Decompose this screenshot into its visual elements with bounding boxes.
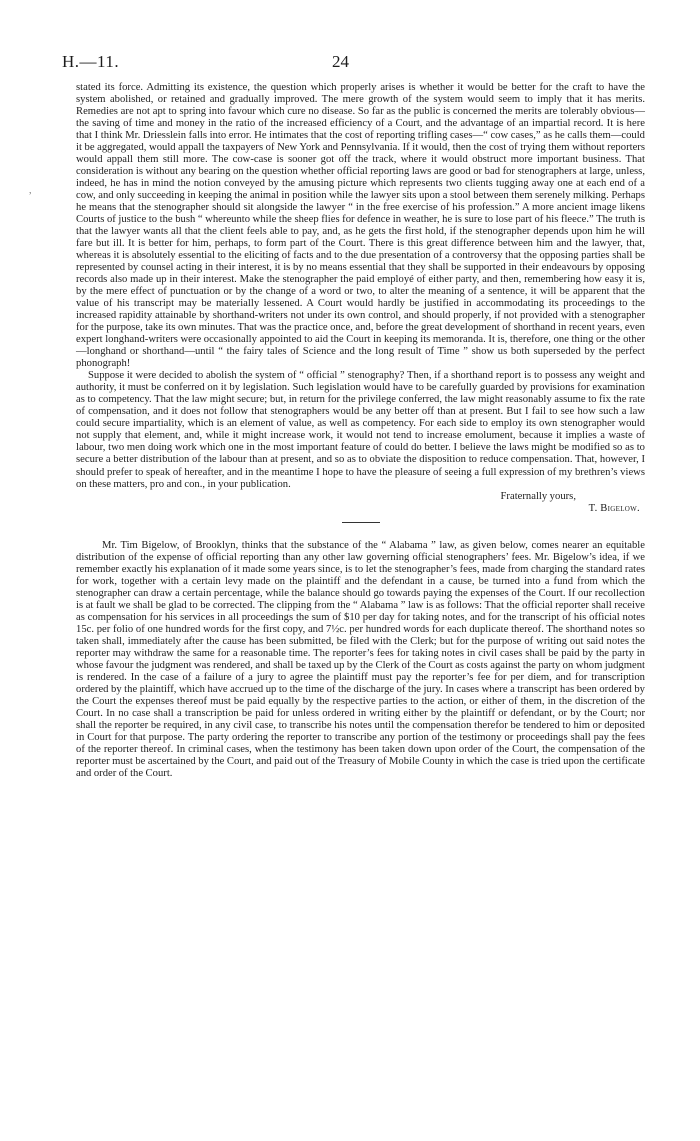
page-header [62, 52, 652, 76]
paragraph-alabama-law: Mr. Tim Bigelow, of Brooklyn, thinks that the substance of the “ Alabama ” law, as given below, comes nearer an equitable distribution of the expense of official reporting than any other law governing official stenographers’ fees. Mr. Bigelow’s idea, if we remember exactly his explanation of it made some years since, is to let the stenographer’s fees, made from charging the standard rates for work, together with a certain levy made on the plaintiff and the defendant in a cause, be turned into a fund from which the stenographer can draw a certain percentage, while the balance should go towards paying the expenses of the Court. If our recollection is at fault we shall be glad to be corrected. The clipping from the “ Alabama ” law is as follows: That the official reporter shall receive as compensation for his services in all proceedings the sum of $10 per day for taking notes, and for the transcript of his official notes 15c. per folio of one hundred words for the first copy, and 7½c. per hundred words for each duplicate thereof. The shorthand notes so taken shall, immediately after the cause has been submitted, be filed with the Clerk; but for the purpose of writing out said notes the reporter may withdraw the same for a reasonable time. The reporter’s fees for taking notes in civil cases shall be paid by the party in whose favour the judgment was rendered, and shall be taxed up by the Clerk of the Court as costs against the party on whom judgment is rendered. In the case of a failure of a jury to agree the plaintiff must pay the reporter’s fee for per diem, and for transcription ordered by the plaintiff, which have accrued up to the time of the discharge of the jury. In cases where a transcript has been ordered by the Court the expenses thereof must be paid equally by the respective parties to the action, or either of them, in the discretion of the Court. In no case shall a transcription be paid for unless ordered in writing either by the plaintiff or defendant, or by the Court; nor shall the reporter be required, in any civil case, to transcribe his notes until the compensation therefor be tendered to him or deposited in Court for that purpose. The party ordering the reporter to transcribe any portion of the testimony or proceedings shall pay the fees of the reporter thereof. In criminal cases, when the testimony has been taken down upon order of the Court, the compensation of the reporter must be ascertained by the Court, and paid out of the Treasury of Mobile County in which the case is tried upon the certificate and order of the Court. [76, 539, 645, 779]
paragraph-continuation: stated its force. Admitting its existence, the question which properly arises is whether it would be better for the craft to have the system abolished, or retained and gradually improved. The mere growth of the system would seem to imply that it has merits. Remedies are not apt to spring into favour which cure no disease. So far as the public is concerned the merits are tolerably obvious—the saving of time and money in the ratio of the increased efficiency of a Court, and the advantage of an impartial record. It is here that I think Mr. Driesslein falls into error. He intimates that the cost of reporting trifling cases—“ cow cases,” as he calls them—could it be aggregated, would appall the taxpayers of New York and Pennsylvania. If it would, then the cost of trying them without reporters would appall them still more. The cow-case is sooner got off the track, where it would obstruct more important business. That consideration is without any bearing on the question whether official reporting laws are good or bad for stenographers at large, unless, indeed, he has in mind the notion conveyed by the amusing picture which represents two clients tugging away one at each end of a cow, and only succeeding in keeping the animal in position while the lawyer sits upon a stool between them serenely milking. Perhaps he means that the stenographer should sit alongside the lawyer “ in the free exercise of his profession.” A more ancient image likens Courts of justice to the bush “ whereunto while the sheep flies for defence in weather, he is sure to lose part of his fleece.” The truth is that the lawyer wants all that the client feels able to pay, and, as he gets the first hold, if the stenographer depends upon him he will fare but ill. It is better for him, perhaps, to form part of the Court. There is this great difference between him and the lawyer, that, whereas it is absolutely essential to the eliciting of facts and to the due presentation of a controversy that the opposing parties shall be represented by counsel acting in their interest, it is by no means essential that they shall be supported in their endeavours by opposing records also made up in their interest. Make the stenographer the paid employé of either party, and then, remembering how easy it is, by the mere effect of punctuation or by the change of a word or two, to alter the meaning of a sentence, it will be apparent that the value of his transcript may be materially lessened. A Court would hardly be justified in accommodating its proceedings to the increased rapidity attainable by shorthand-writers not under its own control, and should properly, if not provided with a stenographer for the purpose, take its own minutes. That was the practice once, and, before the great development of shorthand in recent years, even expert longhand-writers were occasionally appointed to aid the Court in keeping its memoranda. It is, therefore, one thing or the other—longhand or shorthand—until “ the fairy tales of Science and the long result of Time ” show us both superseded by the perfect phonograph! [76, 82, 645, 370]
signature-name: T. Bigelow. [588, 502, 640, 514]
page-number: 24 [332, 52, 349, 71]
signature [76, 503, 645, 515]
body-text [76, 82, 645, 780]
document-reference: H.—11. [62, 52, 120, 71]
closing-salutation: Fraternally yours, [500, 490, 576, 502]
paragraph-abolish-system: Suppose it were decided to abolish the system of “ official ” stenography? Then, if a shorthand report is to possess any weight and authority, it must be conferred on it by legislation. Such legislation would have to be carefully guarded by provisions for examination as to competency. That the law might secure; but, in return for the privilege conferred, the law might reasonably assume to fix the rate of compensation, and it does not follow that stenographers would be any better off than at present. But I fail to see how such a law could secure impartiality, which is an element of value, as well as competency. For each side to employ its own stenographer would not supply that element, and, while it might increase work, it would not tend to increase emolument, because it implies a waste of labour, two men doing work which one in the most important feature of could do better. I believe the laws might be modified so as to secure a better distribution of the labour than at present, and so as to obviate the disposition to reduce compensation. That, however, I should prefer to speak of hereafter, and in the meantime I hope to have the pleasure of seeing a full expression of my brethren’s views on these matters, pro and con., in your publication. [76, 370, 645, 490]
section-divider [342, 522, 380, 523]
margin-mark: , [29, 185, 32, 196]
